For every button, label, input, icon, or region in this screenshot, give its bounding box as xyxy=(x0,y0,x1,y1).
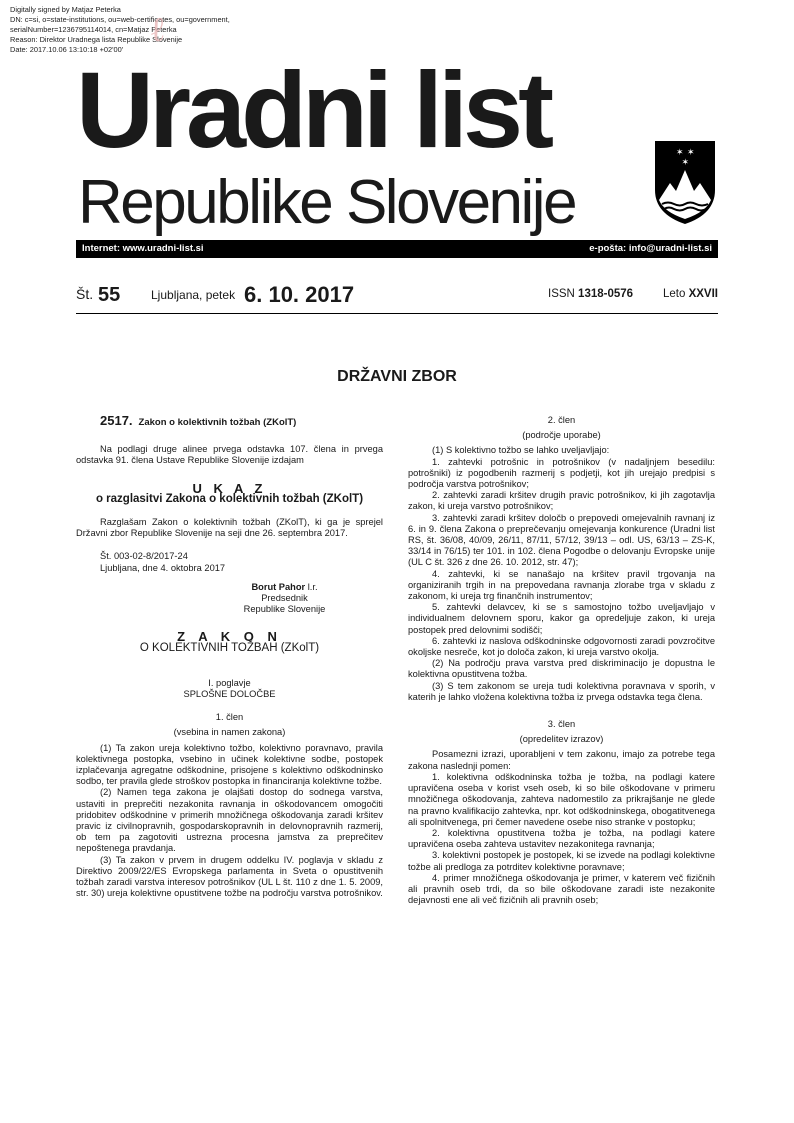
list-item: 4. primer množičnega oškodovanja je primer, v katerem več fizičnih ali pravnih oseb trdi, da so bile oškodovane zaradi iste nezakonite dejavnosti ene ali več fizičnih ali pravnih oseb; xyxy=(408,872,715,906)
issn-value: 1318-0576 xyxy=(578,288,634,300)
act-number: 2517. xyxy=(100,413,133,428)
issue-date: 6. 10. 2017 xyxy=(244,282,355,307)
decree-title: U K A Z xyxy=(192,480,267,496)
article-title: (vsebina in namen zakona) xyxy=(173,727,286,738)
reference-number: Št. 003-02-8/2017-24 xyxy=(100,551,188,562)
list-item: 2. zahtevki zaradi kršitev drugih pravic potrošnikov, ki jih zagotavlja zakon, ki ureja varstvo potrošnikov; xyxy=(408,490,715,512)
article-paragraph: Posamezni izrazi, uporabljeni v tem zakonu, imajo za potrebe tega zakona naslednji pomen: xyxy=(408,749,715,771)
intro-paragraph: Na podlagi druge alinee prvega odstavka 107. člena in prvega odstavka 91. člena Ustave Republike Slovenije izdajam xyxy=(76,444,383,466)
issue-place-day: Ljubljana, petek xyxy=(151,288,236,302)
signature-line: Reason: Direktor Uradnega lista Republike Slovenije xyxy=(10,35,183,44)
masthead-subtitle: Republike Slovenije xyxy=(78,168,576,237)
issue-header xyxy=(76,282,718,312)
contact-bar xyxy=(76,240,718,258)
proclamation-paragraph: Razglašam Zakon o kolektivnih tožbah (ZKolT), ki ga je sprejel Državni zbor Republike Slovenije na seji dne 26. septembra 2017. xyxy=(76,517,383,539)
svg-text:✶: ✶ xyxy=(676,148,684,158)
coat-of-arms-icon xyxy=(652,138,718,226)
article-title: (področje uporabe) xyxy=(522,430,601,441)
volume xyxy=(663,288,718,300)
right-column xyxy=(408,415,715,906)
issn-label: ISSN xyxy=(548,288,575,300)
list-item: 2. kolektivna opustitvena tožba je tožba, na podlagi katere upravičena oseba zahteva ustavitev nezakonitega ravnanja; xyxy=(408,827,715,850)
list-item: 4. zahtevki, ki se nanašajo na kršitev pravil trgovanja na organiziranih trgih in na prepovedana ravnanja zlorabe trga v skladu z zakonom, ki ureja trg finančnih instrumentov; xyxy=(408,568,715,602)
list-item: 5. zahtevki delavcev, ki se s samostojno tožbo uveljavljajo v individualnem delovnem sporu, kakor ga opredeljuje zakon, ki ureja postopek pred delovnimi sodišči; xyxy=(408,602,715,635)
list-item: 3. kolektivni postopek je postopek, ki se izvede na podlagi kolektivne tožbe ali predloga za potrditev kolektivne poravnave; xyxy=(408,850,715,872)
section-title: DRŽAVNI ZBOR xyxy=(337,368,457,385)
article-paragraph: (2) Na področju prava varstva pred diskriminacijo je dopustna le kolektivna opustitvena tožba. xyxy=(408,658,715,680)
law-subtitle: O KOLEKTIVNIH TOŽBAH (ZKolT) xyxy=(139,641,320,654)
signature-block xyxy=(186,582,383,616)
handwritten-signature-mark: ℓ xyxy=(147,9,167,51)
article-paragraph: (1) S kolektivno tožbo se lahko uveljavljajo: xyxy=(432,445,610,456)
email-link[interactable]: e-pošta: info@uradni-list.si xyxy=(589,243,712,254)
article-number: 3. člen xyxy=(547,719,576,730)
header-divider xyxy=(76,313,718,314)
act-heading xyxy=(76,415,383,428)
list-item: 1. zahtevki potrošnic in potrošnikov (v nadaljnjem besedilu: potrošniki) iz pogodbenih razmerij s podjetji, kot jih urejajo predpisi s področja varstva potrošnikov; xyxy=(408,456,715,490)
issue-number: 55 xyxy=(98,284,121,306)
article-paragraph: (2) Namen tega zakona je olajšati dostop do sodnega varstva, ustaviti in preprečiti nezakonita ravnanja in oškodovancem omogočiti pridobitev odškodnine v primerih množičnega oškodovanja zaradi kršitev pravic iz civilnopravnih, gospodarskopravnih in delovnopravnih razmerij, ob tem pa zagotoviti ustrezna procesna jamstva za preprečitev nepoštenega pravdanja. xyxy=(76,787,383,854)
chapter-number: I. poglavje xyxy=(208,677,251,688)
volume-label: Leto xyxy=(663,288,686,300)
article-paragraph: (1) Ta zakon ureja kolektivno tožbo, kolektivno poravnavo, pravila kolektivnega postopka, vsebino in učinek kolektivne sodbe, postopek izplačevanja agregatne odškodnine, prisojene s kolektivno odškodninsko sodbo, ter pravila glede stroškov postopka in financiranja kolektivne tožbe. xyxy=(76,742,383,787)
issn xyxy=(548,288,633,300)
signature-line: Date: 2017.10.06 13:10:18 +02'00' xyxy=(10,45,124,54)
article-paragraph: (3) Ta zakon v prvem in drugem oddelku IV. poglavja v skladu z Direktivo 2009/22/ES Evropskega parlamenta in Sveta o opustitvenih tožbah zaradi varstva interesov potrošnikov (UL L št. 110 z dne 1. 5. 2009, str. 30) ureja kolektivne opustitvene tožbe na področju varstva potrošnikov. xyxy=(76,854,383,899)
svg-text:✶: ✶ xyxy=(681,158,690,168)
article-number: 1. člen xyxy=(215,712,244,723)
svg-text:✶: ✶ xyxy=(687,148,695,158)
website-link[interactable]: Internet: www.uradni-list.si xyxy=(82,243,204,254)
article-paragraph: (3) S tem zakonom se ureja tudi kolektivna poravnava v sporih, v katerih je lahko vložena kolektivna tožba iz prvega odstavka tega člena. xyxy=(408,680,715,702)
article-number: 2. člen xyxy=(547,415,576,425)
digital-signature-block xyxy=(10,5,230,55)
left-column xyxy=(76,415,383,900)
signer-role-institution: Republike Slovenije xyxy=(243,604,326,615)
issue-number-label: Št. xyxy=(76,286,94,302)
act-name: Zakon o kolektivnih tožbah (ZKolT) xyxy=(138,417,297,428)
signer-role: Predsednik xyxy=(261,593,308,604)
article-title: (opredelitev izrazov) xyxy=(519,734,604,745)
reference-date: Ljubljana, dne 4. oktobra 2017 xyxy=(100,562,226,573)
signer-suffix: l.r. xyxy=(305,581,318,592)
volume-value: XXVII xyxy=(688,288,718,300)
signature-line: DN: c=si, o=state-institutions, ou=web-certificates, ou=government, xyxy=(10,15,230,24)
masthead-title: Uradni list xyxy=(76,49,550,170)
list-item: 1. kolektivna odškodninska tožba je tožba, na podlagi katere upravičena oseba v korist vseh oseb, ki so bile oškodovane v primeru množičnega oškodovanja, zahteva nadomestilo za prikrajšanje ne glede na pravno kvalifikacijo zahtevka, npr. kot odškodninskega, obogatitvenega ali spolnitvenega, pri čemer navedene osebe niso stranke v postopku; xyxy=(408,771,715,827)
decree-subtitle: o razglasitvi Zakona o kolektivnih tožbah (ZKolT) xyxy=(95,492,364,505)
signer-name: Borut Pahor xyxy=(251,581,306,592)
law-title: Z A K O N xyxy=(177,629,282,645)
list-item: 3. zahtevki zaradi kršitev določb o prepovedi omejevalnih ravnanj iz 6. in 9. člena Zakona o preprečevanju omejevanja konkurence (Uradni list RS, št. 36/08, 40/09, 26/11, 87/11, 57/12, 39/13 – odl. US, 63/13 – ZS-K, 33/14 in 76/15) ter 101. in 102. člena Pogodbe o delovanju Evropske unije (UL C št. 326 z dne 26. 10. 2012, str. 47); xyxy=(408,512,715,568)
chapter-title: SPLOŠNE DOLOČBE xyxy=(183,689,276,700)
signature-line: Digitally signed by Matjaz Peterka xyxy=(10,5,121,14)
list-item: 6. zahtevki iz naslova odškodninske odgovornosti zaradi povzročitve okoljske nesreče, kot jo določa zakon, ki ureja varstvo okolja. xyxy=(408,635,715,658)
signature-line: serialNumber=1236795114014, cn=Matjaz Peterka xyxy=(10,25,177,34)
